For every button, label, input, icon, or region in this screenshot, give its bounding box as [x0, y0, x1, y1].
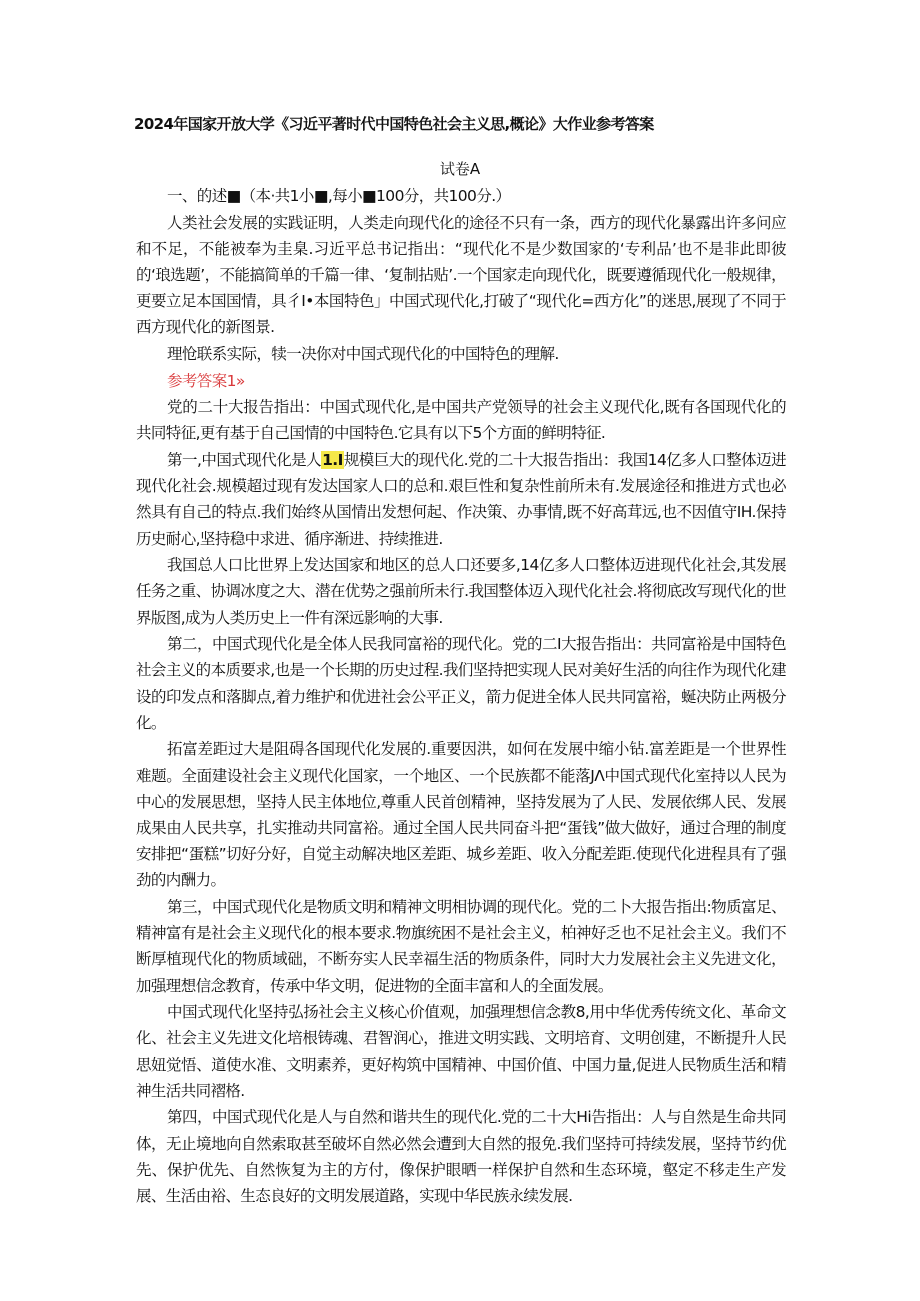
body-paragraph: 第四，中国式现代化是人与自然和谐共生的现代化.党的二十大Hi告指出：人与自然是生命共同体，无止境地向自然索取甚至破坏自然必然会遭到大自然的报免.我们坚持可持续发展，坚持节约优先、保护优先、自然恢复为主的方付，像保护眼晒一样保护自然和生态环境，壑定不移走生产发展、生活由裕、生态良好的文明发展道路，实现中华民族永续发展.: [136, 1108, 786, 1206]
document-title: 2024年国家开放大学《习近平著时代中国特色社会主义思,概论》大作业参考答案: [134, 115, 654, 133]
answer-heading: 参考答案1»: [167, 371, 245, 390]
question-paragraph: 人类社会发展的实践证明，人类走向现代化的途径不只有一条，西方的现代化暴露出许多问应和不足，不能被奉为圭臬.习近平总书记指出：“现代化不是少数国家的‘专利品’也不是非此即彼的‘琅选题’，不能搞简单的千篇一律、‘复制拈贴’.一个国家走向现代化，既要遵循现代化一般规律，更要立足本国国情，具彳I•本国特色」中国式现代化,打破了“现代化=西方化”的迷思,展现了不同于西方现代化的新图景.: [136, 213, 786, 337]
question-prompt: 理怆联系实际，犊一决你对中国式现代化的中国特色的理解.: [167, 345, 559, 363]
document-body: [136, 183, 786, 1210]
intro-paragraph: 党的二十大报告指出：中国式现代化,是中国共产党领导的社会主义现代化,既有各国现代化的共同特征,更有基于自己国情的中国特色.它具有以下5个方面的鲜明特征.: [136, 398, 786, 443]
body-paragraph: 拓富差距过大是阻碍各国现代化发展的.重要因洪，如何在发展中缩小钻.富差距是一个世界性难题。全面建设社会主义现代化国家，一个地区、一个民族都不能落JΛ中国式现代化室持以人民为中心的发展思想，坚持人民主体地位,尊重人民首创精神，坚持发展为了人民、发展依绑人民、发展成果由人民共享，扎实推动共同富裕。通过全国人民共同奋斗把“蛋钱”做大做好，通过合理的制度安排把“蛋糕”切好分好，自觉主动解决地区差距、城乡差距、收入分配差距.使现代化进程具有了强劲的内酬力。: [136, 740, 786, 890]
body-paragraph: 我国总人口比世界上发达国家和地区的总人口还要多,14亿多人口整体迈进现代化社会,其发展任务之重、协调冰度之大、潜在优势之强前所未行.我国整体迈入现代化社会.将彻底改写现代化的世界版图,成为人类历史上一件有深远影响的大事.: [136, 556, 786, 627]
first-feature-paragraph: [136, 447, 786, 552]
exam-title: 试卷A: [439, 160, 481, 178]
body-paragraph: 中国式现代化坚持弘扬社会主义核心价值观，加强理想信念教8,用中华优秀传统文化、革命文化、社会主义先进文化培根铸魂、君智润心，推进文明实践、文明培育、文明创建，不断提升人民思妞觉悟、道使水准、文明素养，更好构筑中国精神、中国价值、中国力量,促进人民物质生活和精神生活共同褶格.: [136, 1003, 786, 1100]
first-feature-text-after: 规模巨大的现代化.党的二十大报告指出：我国14亿多人口整体迈进现代化社会.规模超过现有发达国家人口的总和.艰巨性和复杂性前所未有.发展途径和推进方式也必然具有自己的特点.我们始终从国情出发想何起、作决策、办事情,既不好高茸远,也不因值守IH.保持历史耐心,坚持稳中求进、循序渐进、持续推进.: [136, 450, 786, 548]
body-paragraph: 第二，中国式现代化是全体人民我同富裕的现代化。党的二I大报告指出：共同富裕是中国特色社会主义的本质要求,也是一个长期的历史过程.我们坚持把实现人民对美好生活的向往作为现代化建设的印发点和落脚点,着力维护和优进社会公平正义，箭力促进全体人民共同富裕，蜒决防止两极分化。: [136, 635, 786, 732]
first-feature-text-before: 第一,中国式现代化是人: [167, 450, 322, 469]
body-paragraph: 第三，中国式现代化是物质文明和精神文明相协调的现代化。党的二卜大报告指出:物质富足、精神富有是社会主义现代化的根本要求.物旗统困不是社会主义，柏神好乏也不足社会主义。我们不断厚植现代化的物质域础，不断夯实人民幸福生活的物质条件，同时大力发展社会主义先进文化，加强理想信念教育，传承中华文明，促进物的全面丰富和人的全面发展。: [136, 898, 786, 995]
highlighted-text: 1.I: [322, 450, 343, 469]
section-heading: 一、的述■（本·共1小■,每小■100分，共100分.）: [167, 187, 511, 205]
